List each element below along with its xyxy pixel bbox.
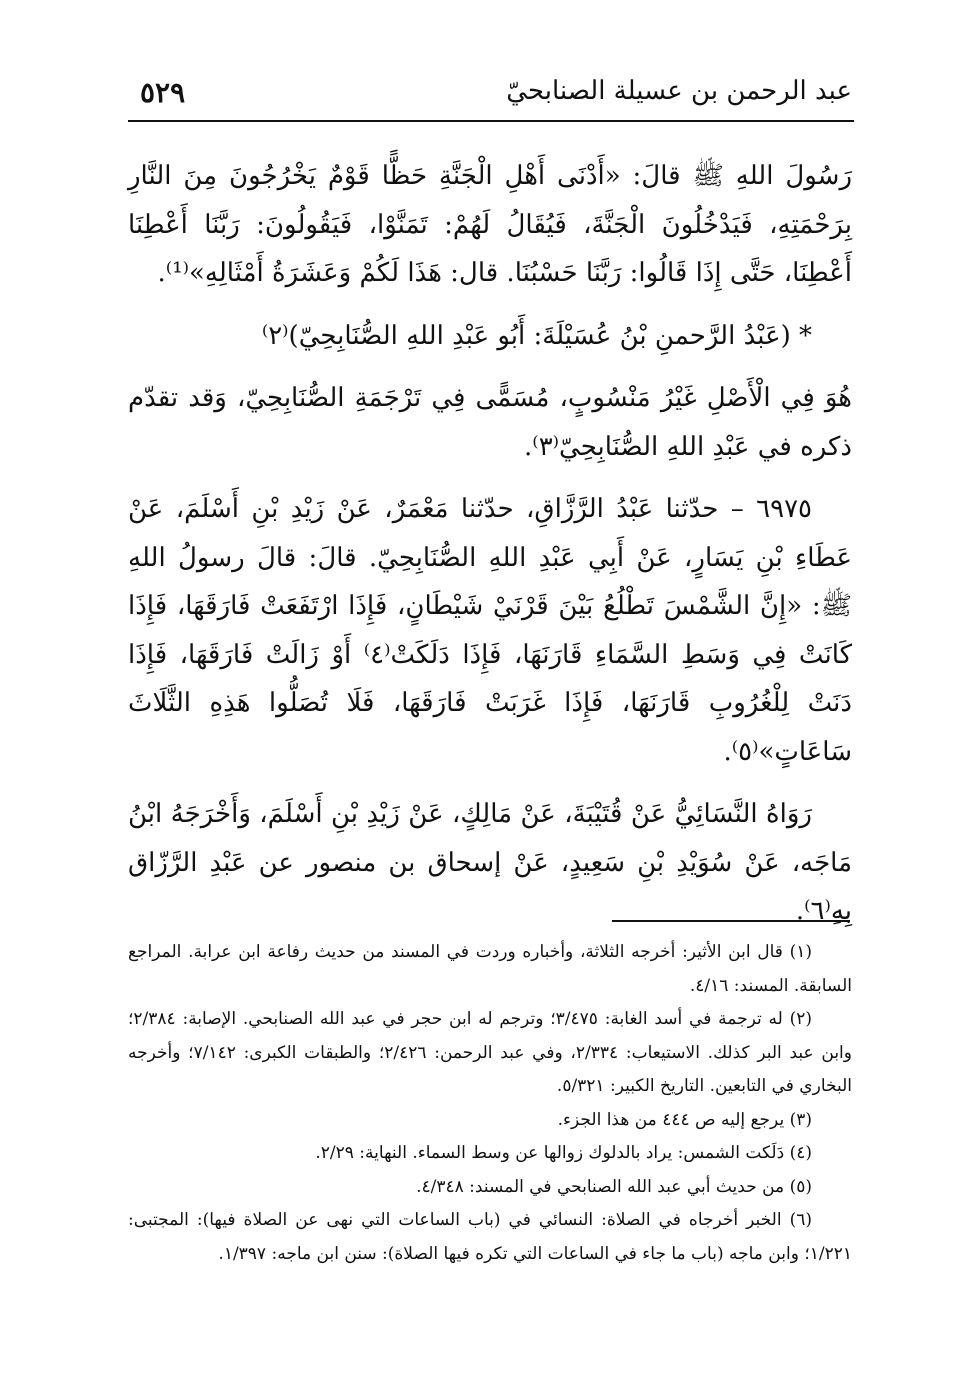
footnote-3: (٣) يرجع إليه ص ٤٤٤ من هذا الجزء. xyxy=(557,1109,812,1130)
footnotes xyxy=(128,936,852,1271)
biography-note: هُوَ فِي الْأَصْلِ غَيْرُ مَنْسُوبٍ، مُسَمًّى فِي تَرْجَمَةِ الصُّنَابِحِيّ، وَقد تقدّم ذكره في عَبْدِ اللهِ الصُّنَابِحِيّ⁽٣⁾. xyxy=(128,383,852,462)
page-number: ٥٢٩ xyxy=(140,76,186,109)
footnote-6: (٦) الخبر أخرجاه في الصلاة: النسائي في (باب الساعات التي نهى عن الصلاة فيها): المجتبى: ١/٢٢١؛ وابن ماجه (باب ما جاء في الساعات التي تكره فيها الصلاة): سنن ابن ماجه: ١/٣٩٧. xyxy=(128,1210,852,1264)
footnote-4: (٤) دَلَكت الشمس: يراد بالدلوك زوالها عن وسط السماء. النهاية: ٢/٢٩. xyxy=(315,1143,812,1163)
main-text xyxy=(128,152,852,936)
hadith-continuation: رَسُولَ اللهِ ﷺ قالَ: «أَدْنَى أَهْلِ الْجَنَّةِ حَظًّا قَوْمٌ يَخْرُجُونَ مِنَ النَّارِ بِرَحْمَتِهِ، فَيَدْخُلُونَ الْجَنَّةَ، فَيُقَالُ لَهُمْ: تَمَنَّوْا، فَيَقُولُونَ: رَبَّنَا أَعْطِنَا أَعْطِنَا، حَتَّى إِذَا قَالُوا: رَبَّنَا حَسْبُنَا. قال: هَذَا لَكُمْ وَعَشَرَةُ أَمْثَالِهِ»⁽¹⁾. xyxy=(128,161,852,288)
header-rule xyxy=(128,120,854,122)
running-header xyxy=(128,72,852,116)
footnote-1: (١) قال ابن الأثير: أخرجه الثلاثة، وأخباره وردت في المسند من حديث رفاعة ابن عرابة. المراجع السابقة. المسند: ٤/١٦. xyxy=(128,942,852,996)
hadith-6975: ٦٩٧٥ – حدّثنا عَبْدُ الرَّزَّاقِ، حدّثنا مَعْمَرٌ، عَنْ زَيْدِ بْنِ أَسْلَمَ، عَنْ عَطَاءِ بْنِ يَسَارٍ، عَنْ أَبِي عَبْدِ اللهِ الصُّنَابِحِيّ. قالَ: قالَ رسولُ اللهِ ﷺ: «إِنَّ الشَّمْسَ تَطْلُعُ بَيْنَ قَرْنَيْ شَيْطَانٍ، فَإِذَا ارْتَفَعَتْ فَارَقَهَا، فَإِذَا كَانَتْ فِي وَسَطِ السَّمَاءِ قَارَنَهَا، فَإِذَا دَلَكَتْ⁽٤⁾ أَوْ زَالَتْ فَارَقَهَا، فَإِذَا دَنَتْ لِلْغُرُوبِ قَارَنَهَا، فَإِذَا غَرَبَتْ فَارَقَهَا، فَلَا تُصَلُّوا هَذِهِ الثَّلَاثَ سَاعَاتٍ»⁽٥⁾. xyxy=(128,494,852,767)
running-title: عبد الرحمن بن عسيلة الصنابحيّ xyxy=(506,76,852,106)
takhrij-paragraph: رَوَاهُ النَّسَائِيُّ عَنْ قُتَيْبَةَ، عَنْ مَالِكٍ، عَنْ زَيْدِ بْنِ أَسْلَمَ، وَأَخْرَجَهُ ابْنُ مَاجَه، عَنْ سُوَيْدِ بْنِ سَعِيدٍ، عَنْ إسحاق بن منصور عن عَبْدِ الرَّزّاق بِهِ⁽٦⁾. xyxy=(128,799,852,926)
biography-heading: * (عَبْدُ الرَّحمنِ بْنُ عُسَيْلَةَ: أَبُو عَبْدِ اللهِ الصُّنَابِحِيّ)⁽٢⁾ xyxy=(261,320,812,351)
footnote-rule xyxy=(612,920,850,922)
footnote-5: (٥) من حديث أبي عبد الله الصنابحي في المسند: ٤/٣٤٨. xyxy=(416,1176,812,1197)
footnote-2: (٢) له ترجمة في أسد الغابة: ٣/٤٧٥؛ وترجم له ابن حجر في عبد الله الصنابحي. الإصابة: ٢/٣٨٤؛ وابن عبد البر كذلك. الاستيعاب: ٢/٣٣٤، وفي عبد الرحمن: ٢/٤٢٦؛ والطبقات الكبرى: ٧/١٤٢؛ وأخرجه البخاري في التابعين. التاريخ الكبير: ٥/٣٢١. xyxy=(128,1009,852,1096)
